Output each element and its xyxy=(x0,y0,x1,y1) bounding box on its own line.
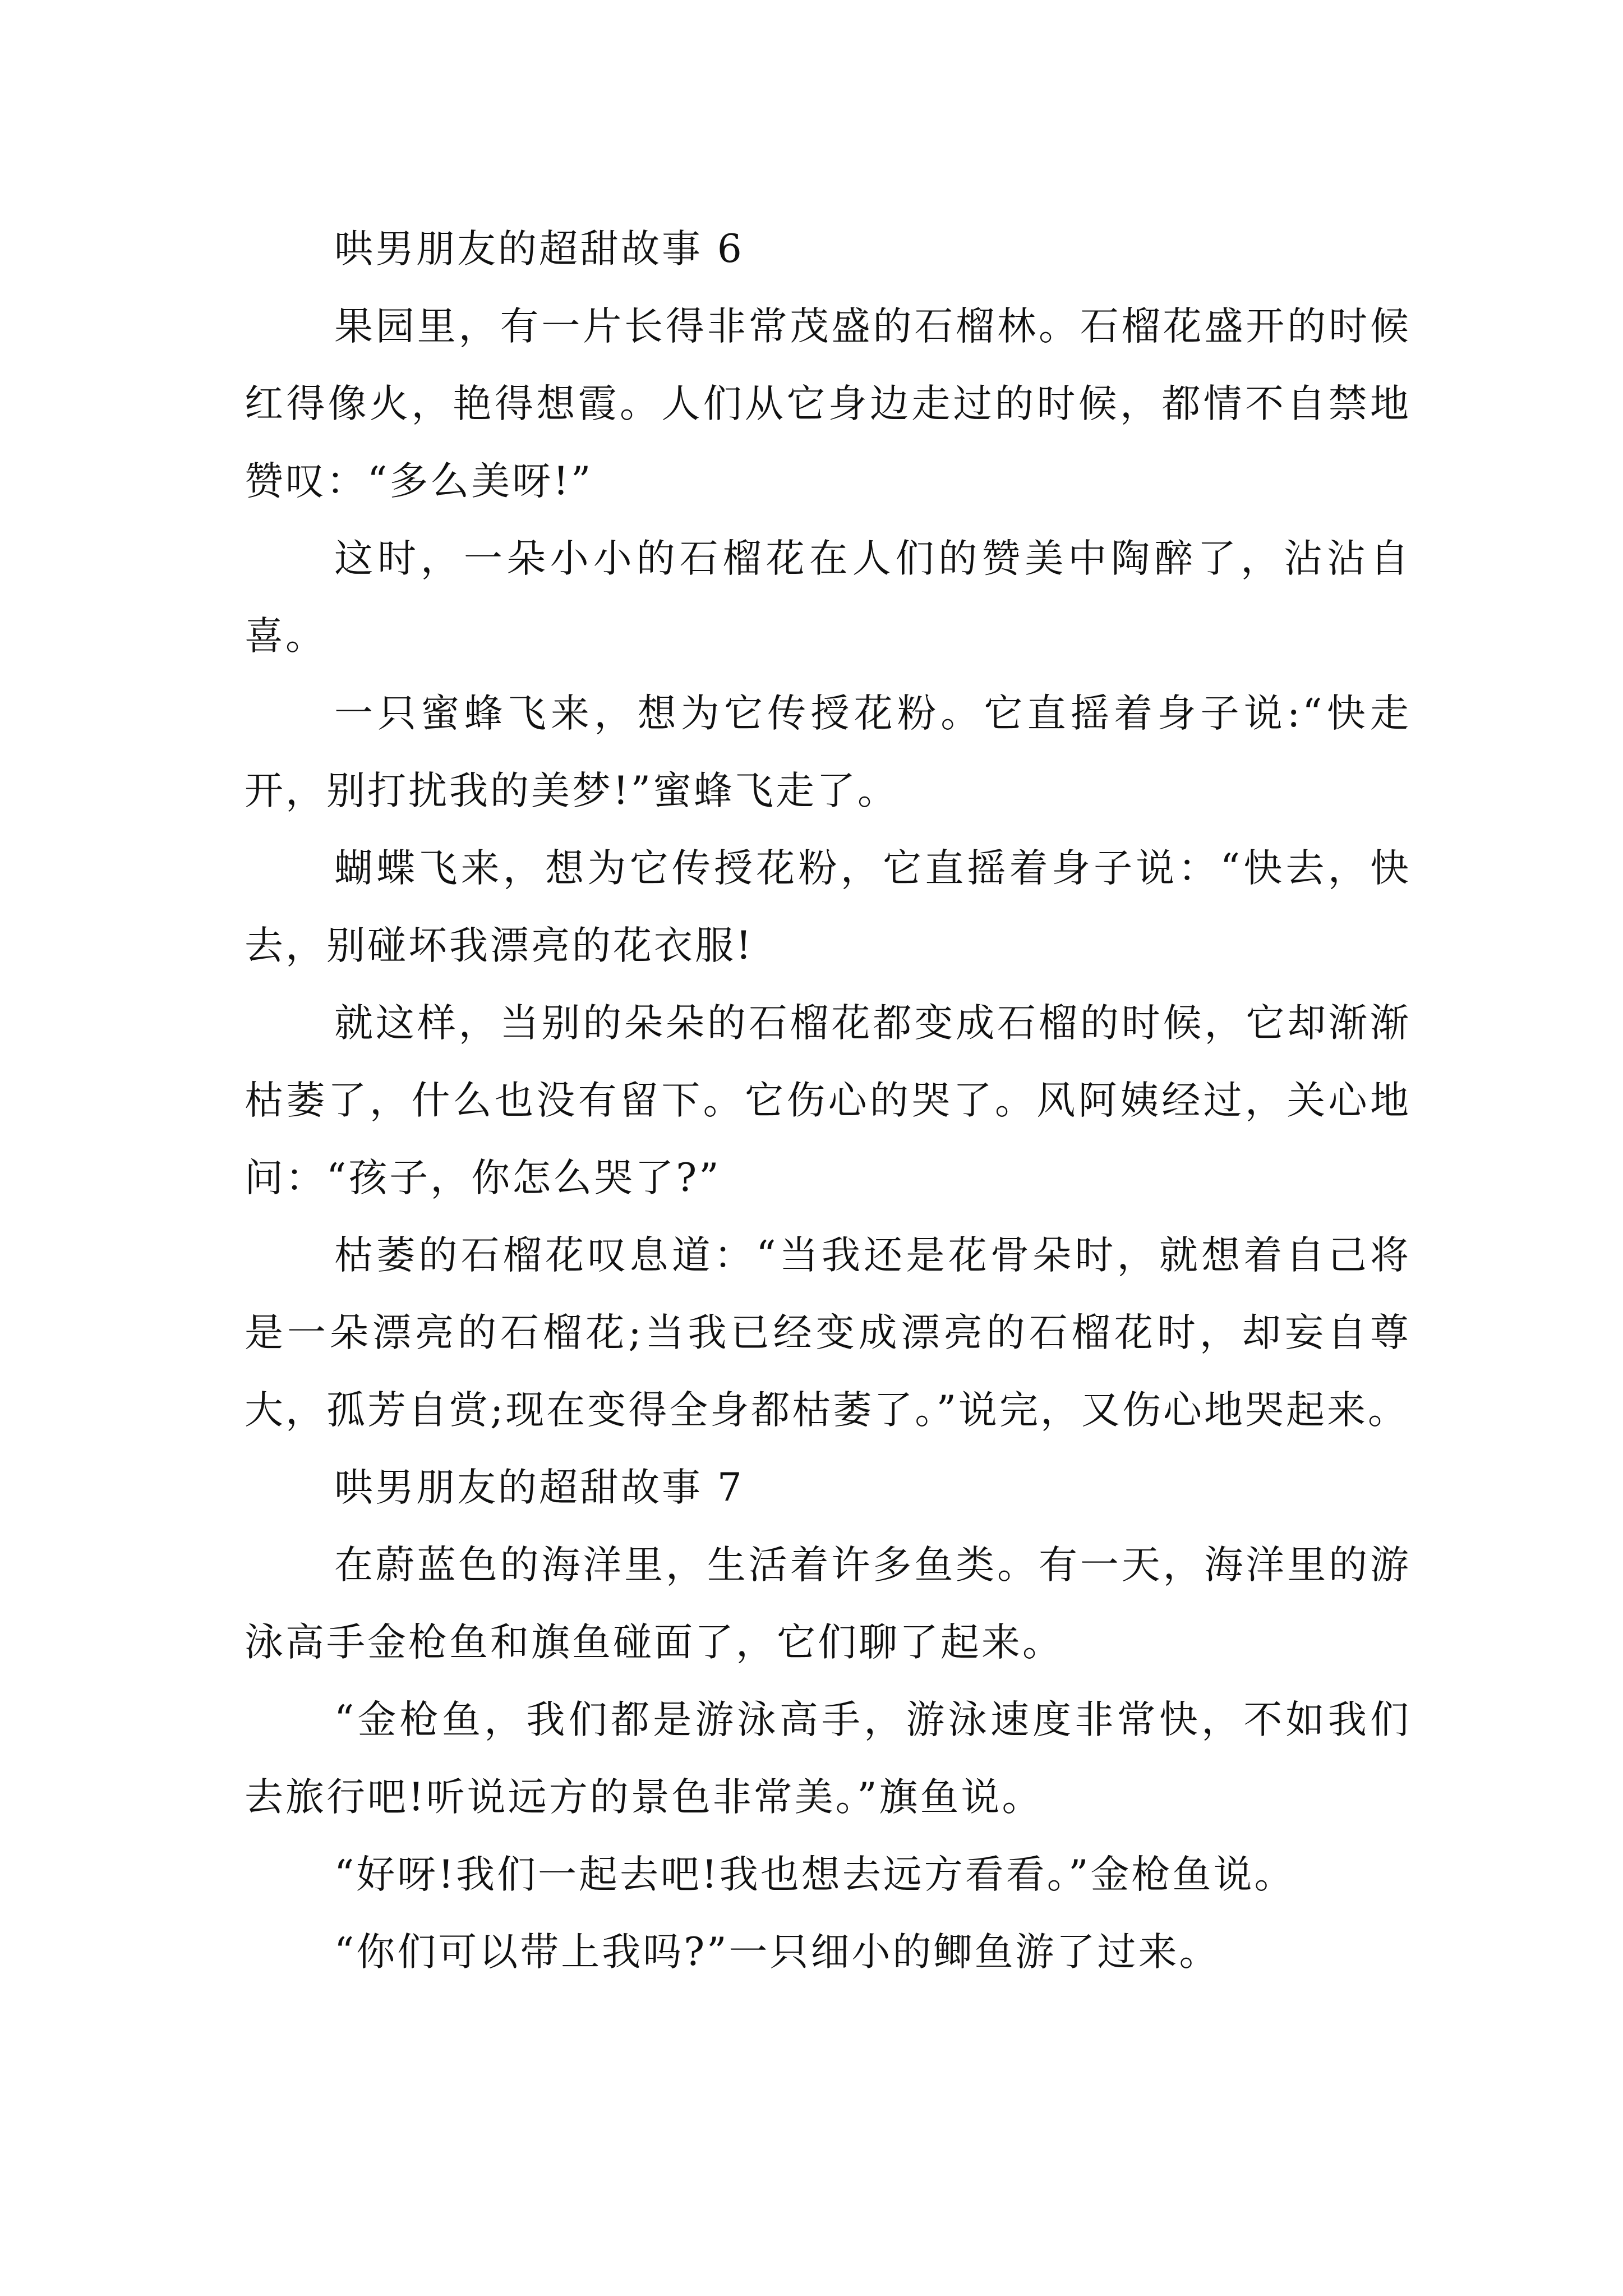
document-body xyxy=(245,210,1411,1991)
paragraph: 这时，一朵小小的石榴花在人们的赞美中陶醉了，沾沾自喜。 xyxy=(245,536,1411,659)
paragraph: “金枪鱼，我们都是游泳高手，游泳速度非常快，不如我们去旅行吧!听说远方的景色非常美。”旗鱼说。 xyxy=(245,1697,1411,1820)
paragraph: 在蔚蓝色的海洋里，生活着许多鱼类。有一天，海洋里的游泳高手金枪鱼和旗鱼碰面了，它们聊了起来。 xyxy=(245,1543,1411,1665)
paragraph: 果园里，有一片长得非常茂盛的石榴林。石榴花盛开的时候红得像火，艳得想霞。人们从它身边走过的时候，都情不自禁地赞叹：“多么美呀!” xyxy=(245,304,1411,504)
paragraph: “你们可以带上我吗?”一只细小的鲫鱼游了过来。 xyxy=(334,1930,1220,1975)
paragraph: 枯萎的石榴花叹息道：“当我还是花骨朵时，就想着自己将是一朵漂亮的石榴花;当我已经变成漂亮的石榴花时，却妄自尊大，孤芳自赏;现在变得全身都枯萎了。”说完，又伤心地哭起来。 xyxy=(245,1233,1411,1433)
paragraph: “好呀!我们一起去吧!我也想去远方看看。”金枪鱼说。 xyxy=(334,1852,1295,1897)
paragraph: 蝴蝶飞来，想为它传授花粉，它直摇着身子说：“快去，快去，别碰坏我漂亮的花衣服! xyxy=(245,846,1411,968)
paragraph: 就这样，当别的朵朵的石榴花都变成石榴的时候，它却渐渐枯萎了，什么也没有留下。它伤心的哭了。风阿姨经过，关心地问：“孩子，你怎么哭了?” xyxy=(245,1001,1411,1200)
paragraph: 一只蜜蜂飞来，想为它传授花粉。它直摇着身子说:“快走开，别打扰我的美梦!”蜜蜂飞走了。 xyxy=(245,691,1411,813)
story-heading-6: 哄男朋友的超甜故事 6 xyxy=(334,227,744,272)
story-heading-7: 哄男朋友的超甜故事 7 xyxy=(334,1465,744,1510)
